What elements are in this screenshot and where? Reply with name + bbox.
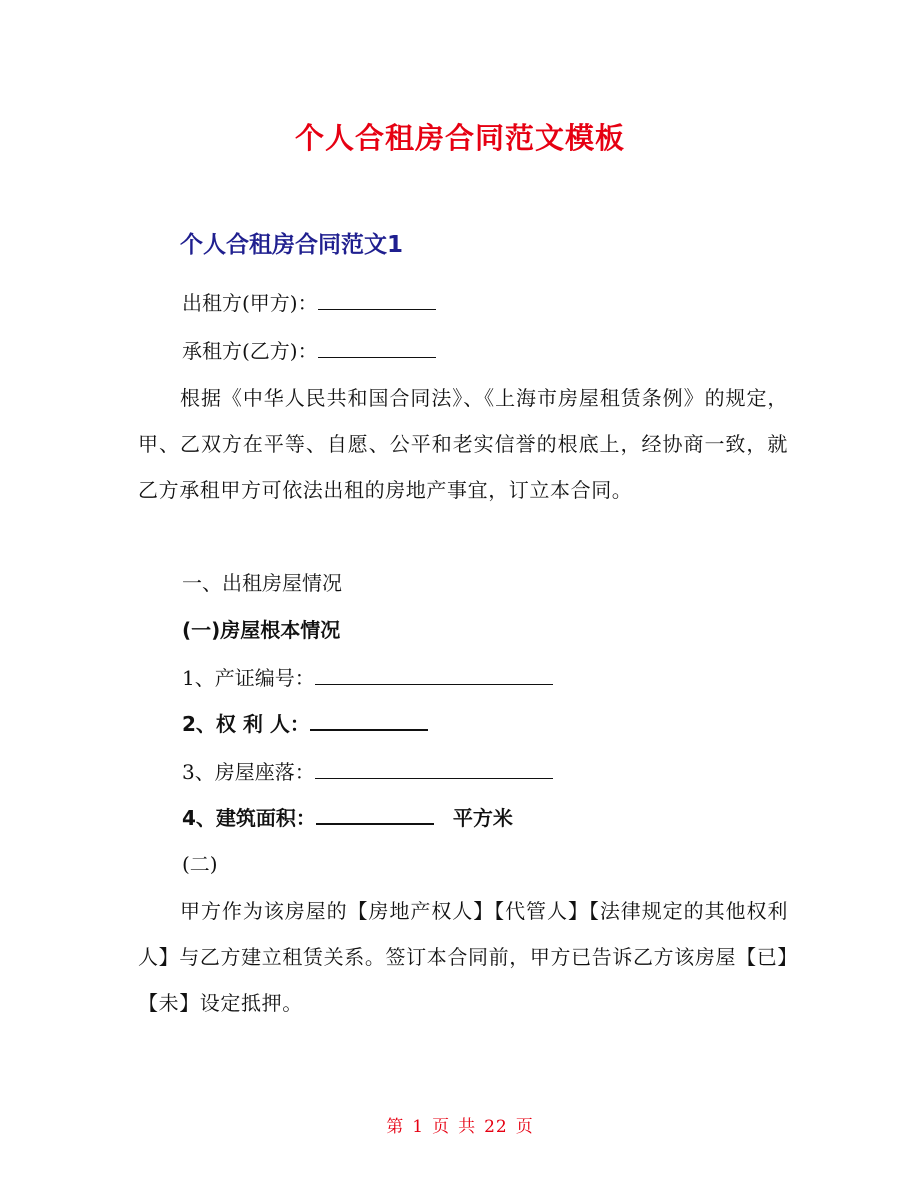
lessee-blank [318, 339, 436, 358]
footer-page-word: 第 [386, 1117, 405, 1137]
lessee-label: 承租方(乙方)： [182, 339, 318, 363]
item-2-line [182, 709, 428, 739]
item-2-label: 2、权 利 人： [182, 712, 310, 736]
footer-page-number: 1 [412, 1117, 425, 1137]
subsection-1-heading: (一)房屋根本情况 [182, 618, 341, 642]
footer-total-word: 共 [458, 1117, 477, 1137]
subsection-2-heading: (二) [182, 852, 218, 876]
document-title: 个人合租房合同范文模板 [294, 121, 625, 155]
lessee-line [182, 336, 436, 366]
footer-page-unit: 页 [432, 1117, 451, 1137]
item-3-label: 3、房屋座落： [182, 760, 315, 784]
page-footer [0, 1112, 920, 1137]
item-4-blank [316, 805, 434, 825]
paragraph-2: 甲方作为该房屋的【房地产权人】【代管人】【法律规定的其他权利人】与乙方建立租赁关系。签订本合同前，甲方已告诉乙方该房屋【已】【未】设定抵押。 [138, 899, 788, 1015]
lessor-line [182, 288, 436, 318]
item-3-blank [315, 760, 553, 779]
lessor-blank [318, 291, 436, 310]
lessor-label: 出租方(甲方)： [182, 291, 318, 315]
section-heading: 个人合租房合同范文1 [180, 232, 404, 258]
intro-paragraph: 根据《中华人民共和国合同法》、《上海市房屋租赁条例》的规定，甲、乙双方在平等、自愿、公平和老实信誉的根底上，经协商一致，就乙方承租甲方可依法出租的房地产事宜，订立本合同。 [138, 386, 788, 502]
footer-total-number: 22 [484, 1117, 508, 1137]
item-1-blank [315, 666, 553, 685]
item-4-label: 4、建筑面积： [182, 806, 316, 830]
item-1-line [182, 663, 553, 693]
item-3-line [182, 757, 553, 787]
section-1-heading: 一、出租房屋情况 [182, 571, 342, 595]
item-2-blank [310, 711, 428, 731]
item-1-label: 1、产证编号： [182, 666, 315, 690]
item-4-unit: 平方米 [452, 806, 513, 830]
item-4-line [182, 803, 513, 833]
footer-total-unit: 页 [515, 1117, 534, 1137]
